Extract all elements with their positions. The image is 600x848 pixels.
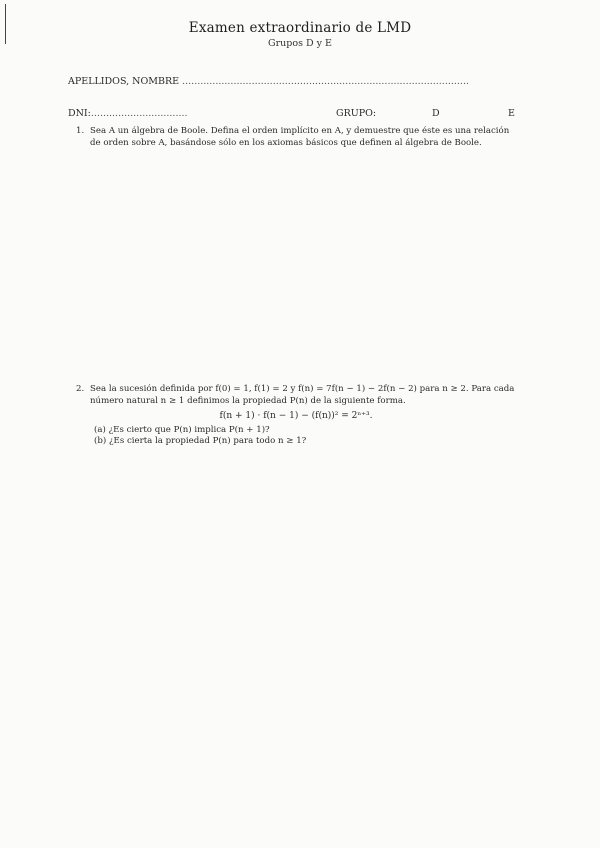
part-label: (b): [94, 436, 107, 447]
group-option-d: D: [432, 108, 440, 119]
part-text: ¿Es cierta la propiedad P(n) para todo n ≥ 1?: [108, 436, 307, 447]
part-text: ¿Es cierto que P(n) implica P(n + 1)?: [108, 424, 270, 435]
question-equation: f(n + 1) · f(n − 1) − (f(n))² = 2ⁿ⁺³.: [219, 411, 373, 422]
question-number: 1.: [76, 126, 85, 136]
question-text: Sea la sucesión definida por f(0) = 1, f(1) = 2 y f(n) = 7f(n − 1) − 2f(n − 2) para n ≥ 2. Para cada número natural n ≥ 1 definimos la propiedad P(n) de la siguiente forma.: [90, 384, 515, 406]
dni-label: DNI:: [68, 108, 91, 119]
group-option-e: E: [508, 108, 515, 119]
group-label: GRUPO:: [336, 108, 377, 119]
question-text: Sea A un álgebra de Boole. Defina el orden implícito en A, y demuestre que éste es una relación de orden sobre A, basándose sólo en los axiomas básicos que definen al álgebra de Boole.: [90, 126, 510, 148]
dni-dots: ................................: [90, 108, 188, 119]
name-dots: ...............................................................................................: [182, 76, 469, 87]
question-number: 2.: [76, 384, 85, 394]
question-part-b: [94, 436, 516, 448]
exam-subtitle: Grupos D y E: [268, 38, 332, 49]
part-label: (a): [94, 424, 106, 435]
dni-field-row: [68, 108, 188, 119]
question-2: [76, 384, 516, 448]
name-label: APELLIDOS, NOMBRE: [68, 76, 180, 87]
question-1: [76, 126, 516, 149]
question-part-a: [94, 425, 516, 437]
exam-title: Examen extraordinario de LMD: [188, 20, 412, 36]
name-field-row: [68, 76, 469, 87]
